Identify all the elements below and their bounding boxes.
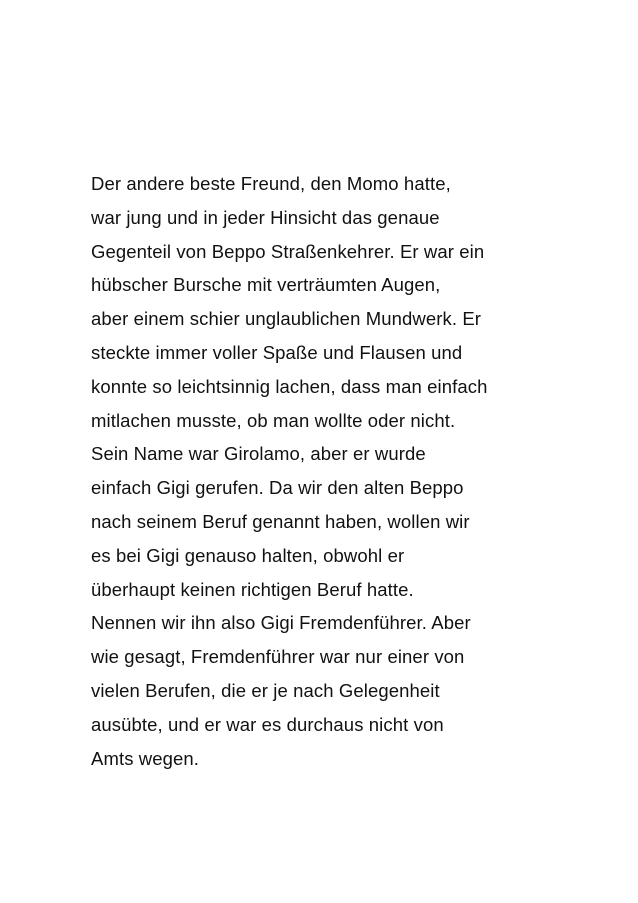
paragraph-line: war jung und in jeder Hinsicht das genaue [91, 206, 440, 228]
paragraph-line: mitlachen musste, ob man wollte oder nicht. [91, 409, 456, 431]
paragraph-line: steckte immer voller Spaße und Flausen und [91, 341, 463, 363]
paragraph-line: Nennen wir ihn also Gigi Fremdenführer. Aber [91, 612, 471, 634]
body-paragraph [91, 167, 561, 775]
paragraph-line: überhaupt keinen richtigen Beruf hatte. [91, 578, 414, 600]
paragraph-line: hübscher Bursche mit verträumten Augen, [91, 274, 441, 296]
paragraph-line: konnte so leichtsinnig lachen, dass man einfach [91, 375, 488, 397]
paragraph-line: Der andere beste Freund, den Momo hatte, [91, 173, 451, 194]
paragraph-line: Amts wegen. [91, 747, 200, 769]
paragraph-line: Gegenteil von Beppo Straßenkehrer. Er war ein [91, 240, 485, 262]
paragraph-line: nach seinem Beruf genannt haben, wollen wir [91, 510, 470, 532]
paragraph-line: einfach Gigi gerufen. Da wir den alten Beppo [91, 477, 464, 499]
paragraph-line: ausübte, und er war es durchaus nicht von [91, 713, 444, 735]
paragraph-line: wie gesagt, Fremdenführer war nur einer von [91, 646, 465, 668]
paragraph-line: es bei Gigi genauso halten, obwohl er [91, 544, 405, 566]
paragraph-line: aber einem schier unglaublichen Mundwerk. Er [91, 308, 482, 330]
paragraph-line: vielen Berufen, die er je nach Gelegenheit [91, 679, 440, 701]
paragraph-line: Sein Name war Girolamo, aber er wurde [91, 443, 426, 465]
